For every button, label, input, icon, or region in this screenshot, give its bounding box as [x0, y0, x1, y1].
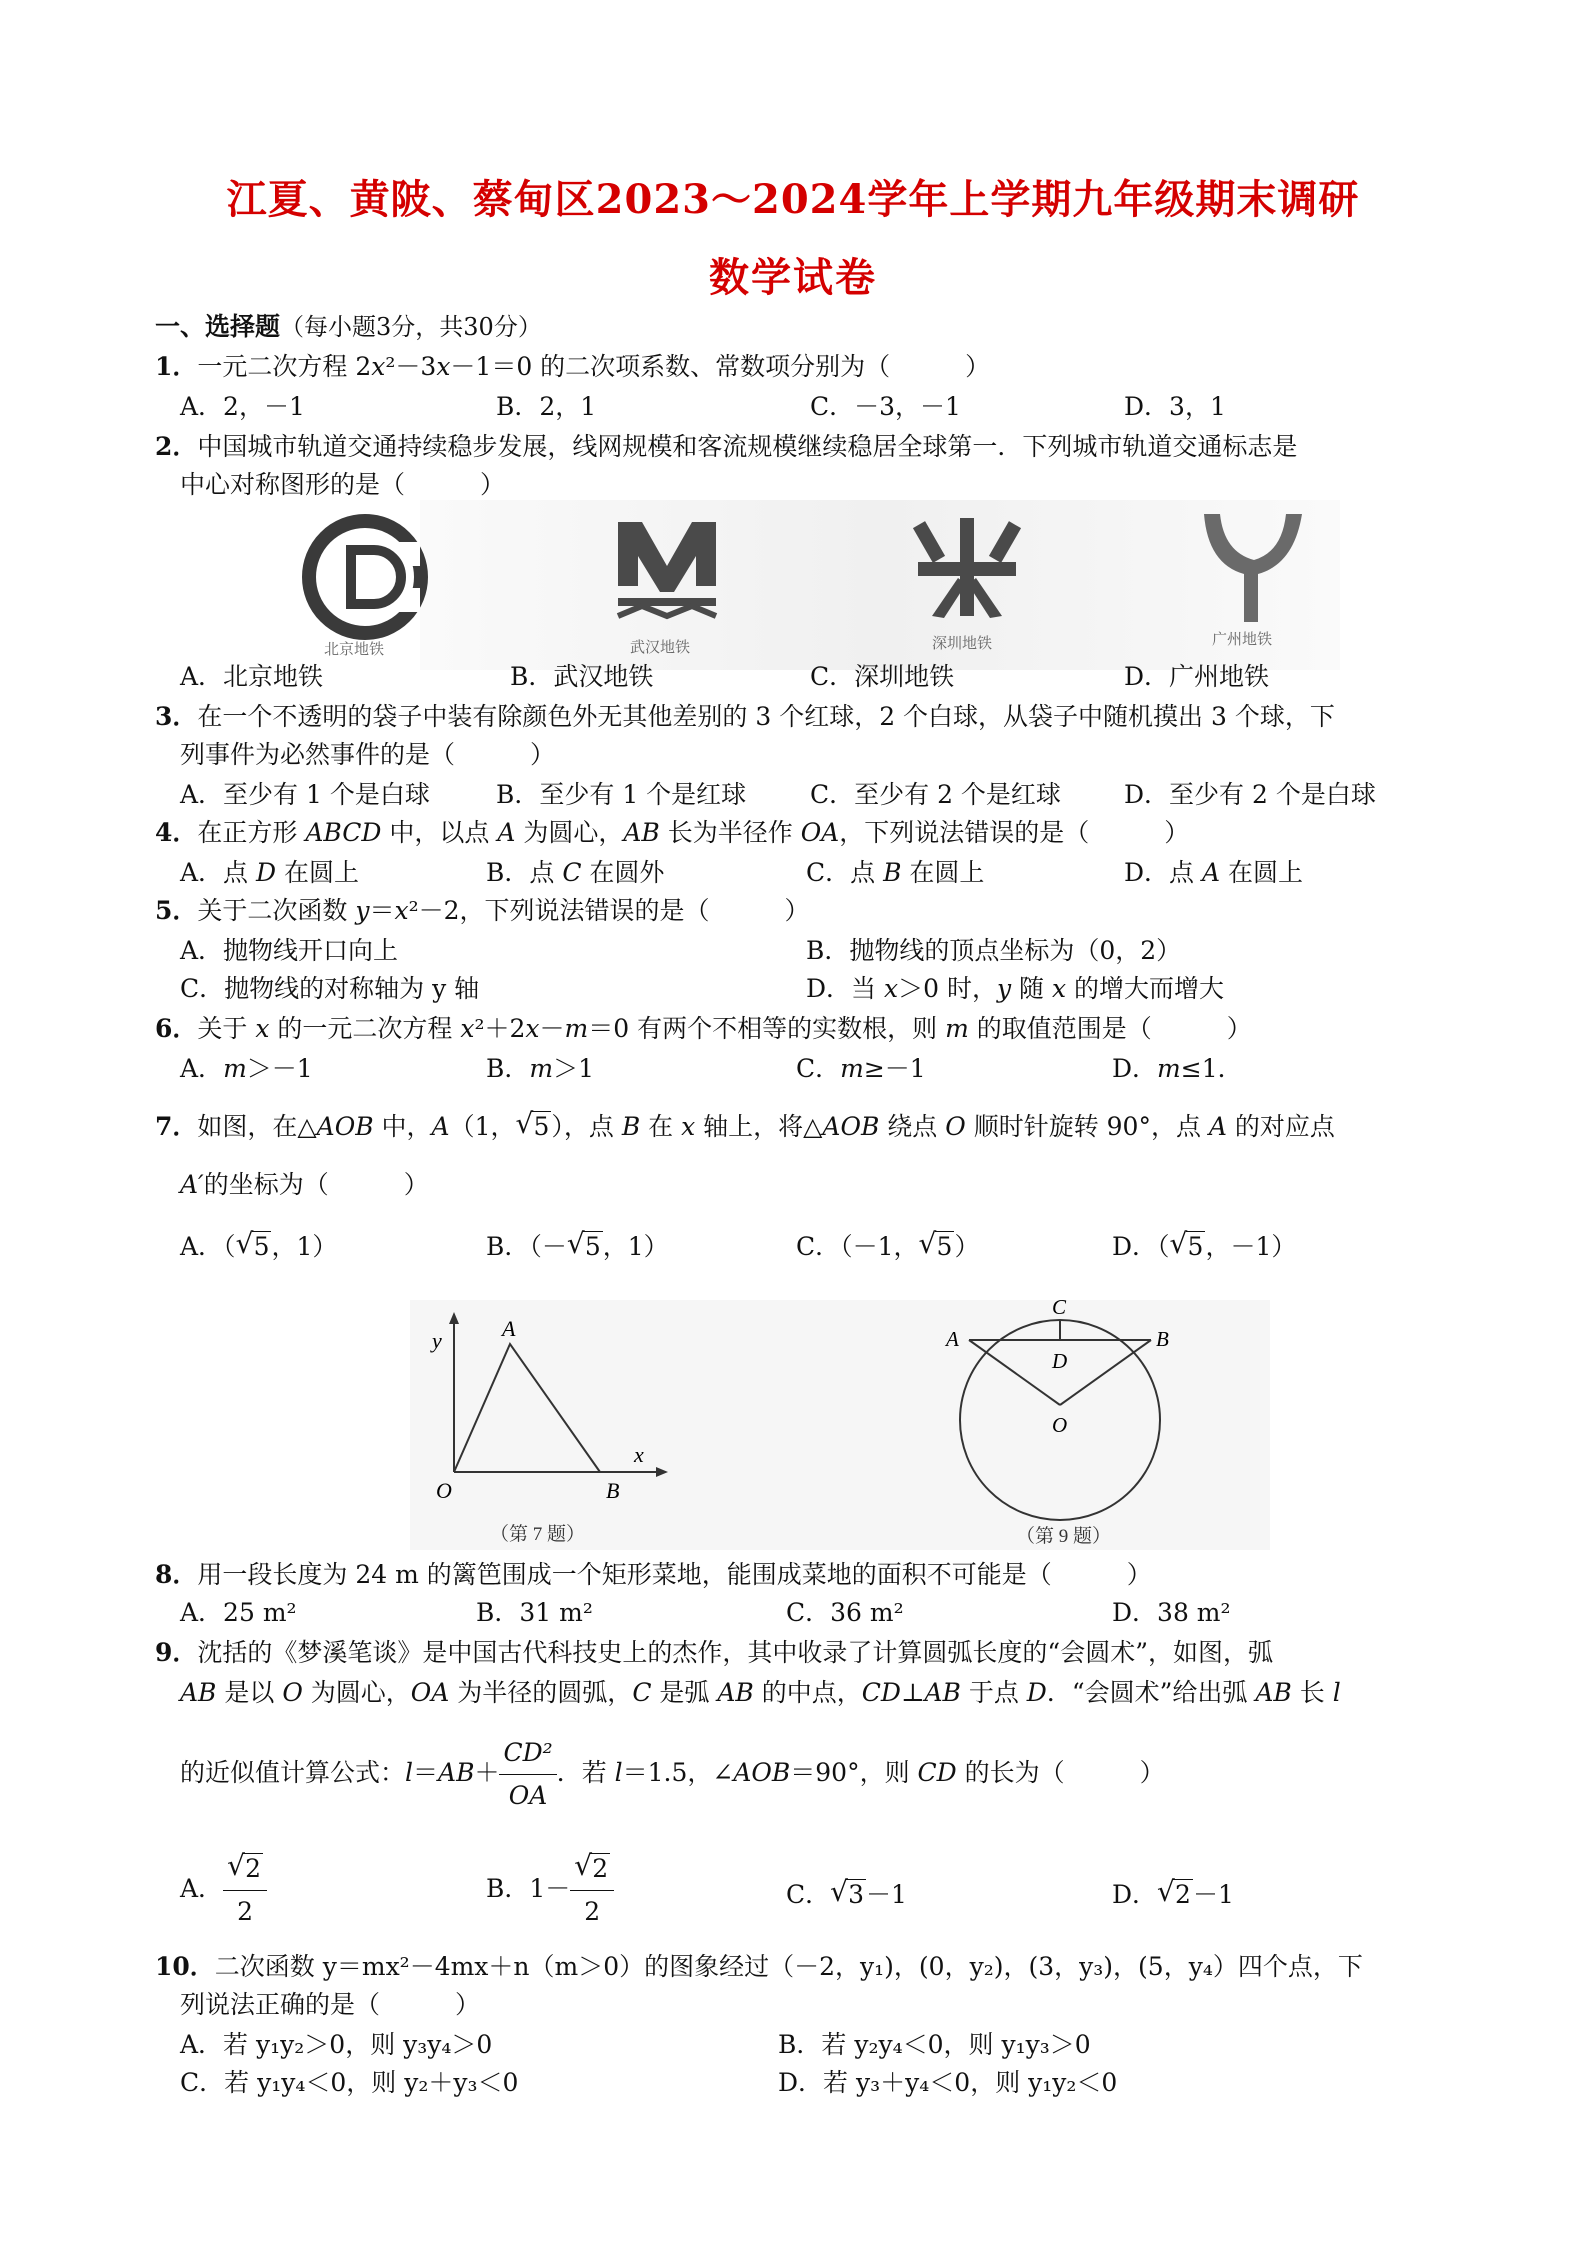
- q4-opt-var: B: [883, 858, 902, 887]
- section-note: （每小题3分，共30分）: [280, 313, 542, 341]
- q6-opt-label: C．: [796, 1054, 841, 1083]
- q6-opt-label: B．: [486, 1054, 530, 1083]
- q3-option-d: D．至少有 2 个是白球: [1124, 780, 1376, 809]
- fraction-denominator: OA: [508, 1781, 548, 1810]
- q6-opt-text: ≥－1: [863, 1054, 926, 1083]
- figure-9-diagram: [940, 1290, 1180, 1550]
- fraction-numerator: [570, 1850, 614, 1891]
- logo-caption: 深圳地铁: [932, 634, 993, 652]
- q6-opt-var: m: [223, 1054, 247, 1083]
- q7-opt-label: B．（－: [486, 1232, 567, 1261]
- option-fraction: [223, 1850, 267, 1931]
- sqrt-radicand: 5: [253, 1232, 270, 1261]
- question-2: [155, 430, 1297, 464]
- q7-opt-label: A．（: [180, 1232, 236, 1261]
- fig9-label: O: [1052, 1413, 1068, 1437]
- q5-text: ²－2，下列说法错误的是（ ）: [408, 896, 810, 925]
- q2-option-c: C．深圳地铁: [810, 662, 955, 691]
- q7-text: 轴上，将△: [695, 1112, 823, 1141]
- q4-option-b: [486, 856, 664, 890]
- sqrt-radicand: 3: [848, 1880, 865, 1909]
- q7-var: B: [621, 1112, 641, 1141]
- fraction-numerator: CD²: [499, 1734, 556, 1775]
- formula-fraction: [499, 1734, 556, 1815]
- q5-opt-text: 随: [1011, 974, 1052, 1003]
- q7-text: 绕点: [879, 1112, 946, 1141]
- q7-opt-text: ，1）: [602, 1232, 669, 1261]
- q9-text: 为半径的圆弧，: [449, 1678, 633, 1707]
- q7-text: 中，: [373, 1112, 432, 1141]
- question-1: [155, 350, 990, 384]
- fraction-numerator: [223, 1850, 267, 1891]
- q6-option-c: [796, 1052, 926, 1086]
- q7-var: x: [681, 1112, 696, 1141]
- q7-text: ），点: [551, 1112, 622, 1141]
- q7-option-d: [1112, 1230, 1296, 1264]
- q9-var: C: [632, 1678, 652, 1707]
- q9-text: ＝: [413, 1758, 439, 1787]
- sqrt-expr: [236, 1230, 272, 1264]
- q9-text: 于点: [960, 1678, 1027, 1707]
- sqrt-expr: [1170, 1230, 1206, 1264]
- q1-var: x: [436, 352, 451, 381]
- q7-text: 的对应点: [1226, 1112, 1335, 1141]
- q6-text: 的一元二次方程: [269, 1014, 461, 1043]
- q4-opt-text: C．点: [806, 858, 884, 887]
- q5-opt-text: 的增大而增大: [1066, 974, 1225, 1003]
- q4-text: 中，以点: [381, 818, 498, 847]
- q5-text: 关于二次函数: [197, 896, 356, 925]
- q7-text: 的坐标为（ ）: [203, 1170, 429, 1199]
- fraction-denominator: 2: [584, 1897, 601, 1926]
- q6-opt-label: D．: [1112, 1054, 1158, 1083]
- q9-text: ＋: [474, 1758, 500, 1787]
- q9-text: 的中点，: [753, 1678, 862, 1707]
- q4-text: 为圆心，: [515, 818, 624, 847]
- question-number: 10．: [155, 1952, 215, 1981]
- q9-var: AB: [1255, 1678, 1292, 1707]
- sqrt-expr: [919, 1230, 955, 1264]
- q9-opt-text: －1: [1192, 1880, 1234, 1909]
- option-fraction: [570, 1850, 614, 1931]
- q6-text: 关于: [197, 1014, 256, 1043]
- q6-opt-var: m: [1157, 1054, 1181, 1083]
- q9-var: AB: [924, 1678, 961, 1707]
- q7-var: O: [945, 1112, 966, 1141]
- q4-opt-var: C: [562, 858, 582, 887]
- fig7-label: B: [606, 1478, 620, 1503]
- q9-opt-text: －1: [866, 1880, 907, 1909]
- q9-text-line2: [180, 1676, 1341, 1710]
- q9-text: ⊥: [900, 1678, 925, 1707]
- q4-text: ，下列说法错误的是（ ）: [839, 818, 1190, 847]
- q5-opt-var: x: [884, 974, 899, 1003]
- q4-text: 长为半径作: [659, 818, 801, 847]
- question-number: 3．: [155, 702, 198, 731]
- q7-text: 在: [640, 1112, 682, 1141]
- q9-text: 的长为（ ）: [956, 1758, 1165, 1787]
- q4-opt-var: A: [1202, 858, 1221, 887]
- q7-var: A: [431, 1112, 450, 1141]
- q6-var: x: [460, 1014, 475, 1043]
- q9-text: ＝90°，则: [790, 1758, 918, 1787]
- q9-option-c: [786, 1878, 907, 1912]
- q4-var: AB: [623, 818, 660, 847]
- q6-option-d: [1112, 1052, 1243, 1086]
- q1-option-a: A．2，－1: [180, 392, 305, 421]
- q6-text: －: [539, 1014, 565, 1043]
- q9-var: O: [282, 1678, 303, 1707]
- fig7-label: O: [436, 1478, 452, 1503]
- question-3: [155, 700, 1335, 734]
- question-4: [155, 816, 1189, 850]
- question-5: [155, 894, 810, 928]
- question-number: 7．: [155, 1112, 198, 1141]
- q4-opt-var: D: [256, 858, 277, 887]
- q3-text-line2: 列事件为必然事件的是（ ）: [180, 740, 556, 769]
- q5-text: ＝: [369, 896, 395, 925]
- q2-option-d: D．广州地铁: [1124, 662, 1270, 691]
- q7-option-c: [796, 1230, 979, 1264]
- q9-var: OA: [410, 1678, 450, 1707]
- q6-option-b: [486, 1052, 594, 1086]
- q5-option-b: B．抛物线的顶点坐标为（0，2）: [806, 936, 1182, 965]
- question-number: 5．: [155, 896, 198, 925]
- q9-var: l: [405, 1758, 414, 1787]
- sqrt-radicand: 5: [533, 1112, 550, 1141]
- q8-option-c: C．36 m²: [786, 1598, 904, 1627]
- q8-option-b: B．31 m²: [476, 1598, 593, 1627]
- q6-var: m: [945, 1014, 969, 1043]
- q7-opt-text: ，－1）: [1205, 1232, 1297, 1261]
- question-7: [155, 1110, 1335, 1144]
- q9-option-b: [486, 1850, 614, 1931]
- q6-var: x: [255, 1014, 270, 1043]
- q6-var: m: [564, 1014, 589, 1043]
- logo-caption: 北京地铁: [324, 640, 385, 658]
- q2-option-a: A．北京地铁: [180, 662, 324, 691]
- q10-option-c: C．若 y₁y₄＜0，则 y₂＋y₃＜0: [180, 2068, 519, 2097]
- q10-option-b: B．若 y₂y₄＜0，则 y₁y₃＞0: [778, 2030, 1091, 2059]
- q5-opt-text: ＞0 时，: [898, 974, 997, 1003]
- q8-text: 用一段长度为 24 m 的篱笆围成一个矩形菜地，能围成菜地的面积不可能是（ ）: [197, 1560, 1152, 1589]
- q4-opt-text: 在圆上: [1220, 858, 1304, 887]
- wuhan-subway-logo: [612, 516, 722, 626]
- sqrt-radicand: 5: [1187, 1232, 1204, 1261]
- question-6: [155, 1012, 1252, 1046]
- page-title: 江夏、黄陂、蔡甸区2023～2024学年上学期九年级期末调研: [226, 176, 1360, 223]
- q3-option-b: B．至少有 1 个是红球: [496, 780, 747, 809]
- q1-var: x: [371, 352, 386, 381]
- q9-var: AB: [717, 1678, 754, 1707]
- q9-var: AOB: [733, 1758, 791, 1787]
- fig7-label: y: [432, 1328, 442, 1353]
- question-number: 9．: [155, 1638, 198, 1667]
- q6-option-a: [180, 1052, 313, 1086]
- sqrt-radicand: 2: [592, 1854, 609, 1883]
- q9-option-a: [180, 1850, 267, 1931]
- q6-text: ²＋2: [474, 1014, 526, 1043]
- q4-opt-text: 在圆外: [581, 858, 665, 887]
- sqrt-expr: [830, 1878, 866, 1912]
- q9-opt-label: A．: [180, 1874, 224, 1903]
- fig9-label: D: [1052, 1349, 1068, 1373]
- question-10: [155, 1950, 1363, 1984]
- q4-option-a: [180, 856, 359, 890]
- sqrt-expr: [567, 1230, 603, 1264]
- q7-text: 如图，在△: [197, 1112, 317, 1141]
- sqrt-radicand: 5: [936, 1232, 953, 1261]
- q4-text: 在正方形: [197, 818, 306, 847]
- q1-text: －1＝0 的二次项系数、常数项分别为（ ）: [450, 352, 991, 381]
- q9-var: CD: [917, 1758, 957, 1787]
- question-number: 6．: [155, 1014, 198, 1043]
- q5-option-a: A．抛物线开口向上: [180, 936, 399, 965]
- fig7-label: x: [634, 1442, 644, 1467]
- q9-text: 为圆心，: [302, 1678, 411, 1707]
- q6-opt-text: ≤1．: [1180, 1054, 1243, 1083]
- question-number: 4．: [155, 818, 198, 847]
- q8-option-d: D．38 m²: [1112, 1598, 1231, 1627]
- q9-opt-label: D．: [1112, 1880, 1158, 1909]
- q5-opt-var: y: [996, 974, 1012, 1003]
- fraction-denominator: 2: [237, 1897, 253, 1926]
- q6-var: x: [525, 1014, 540, 1043]
- q7-var: A: [1208, 1112, 1227, 1141]
- q9-opt-label: B．1－: [486, 1874, 571, 1903]
- q9-text: ．“会圆术”给出弧: [1046, 1678, 1256, 1707]
- q4-option-d: [1124, 856, 1303, 890]
- q4-opt-text: D．点: [1124, 858, 1202, 887]
- section-heading: [155, 310, 542, 344]
- sqrt-radicand: 2: [245, 1854, 261, 1883]
- q9-text: ．若: [556, 1758, 615, 1787]
- fig9-caption: （第 9 题）: [1016, 1526, 1112, 1547]
- q9-text-line3: [180, 1734, 1165, 1815]
- q1-option-c: C．－3，－1: [810, 392, 961, 421]
- sqrt-radicand: 2: [1175, 1880, 1191, 1909]
- q7-var: A′: [180, 1170, 204, 1199]
- q6-text: 的取值范围是（ ）: [968, 1014, 1252, 1043]
- q8-option-a: A．25 m²: [180, 1598, 297, 1627]
- q9-text: ＝1.5，∠: [622, 1758, 734, 1787]
- q9-var: AB: [438, 1758, 475, 1787]
- q9-var: D: [1026, 1678, 1047, 1707]
- q7-text: （1，: [449, 1112, 516, 1141]
- page-subtitle: 数学试卷: [709, 254, 877, 301]
- q9-text: 沈括的《梦溪笔谈》是中国古代科技史上的杰作，其中收录了计算圆弧长度的“会圆术”，如图，弧: [197, 1638, 1273, 1667]
- guangzhou-subway-logo: [1198, 508, 1308, 628]
- question-9: [155, 1636, 1273, 1670]
- q7-var: AOB: [316, 1112, 374, 1141]
- q9-opt-label: C．: [786, 1880, 831, 1909]
- sqrt-expr: [515, 1110, 551, 1144]
- q3-option-c: C．至少有 2 个是红球: [810, 780, 1061, 809]
- q9-var: l: [1332, 1678, 1341, 1707]
- q2-text-line2: 中心对称图形的是（ ）: [180, 470, 506, 499]
- q7-text-line2: [180, 1168, 429, 1202]
- q7-opt-label: C．（－1，: [796, 1232, 919, 1261]
- q7-option-a: [180, 1230, 337, 1264]
- logo-caption: 广州地铁: [1212, 630, 1273, 648]
- sqrt-expr: [1157, 1878, 1193, 1912]
- q4-option-c: [806, 856, 984, 890]
- q1-option-b: B．2，1: [496, 392, 597, 421]
- q5-opt-var: x: [1052, 974, 1067, 1003]
- q7-opt-text: ）: [954, 1232, 980, 1261]
- question-number: 8．: [155, 1560, 198, 1589]
- q7-text: 顺时针旋转 90°，点: [965, 1112, 1209, 1141]
- q1-text: ²－3: [385, 352, 437, 381]
- q4-var: ABCD: [305, 818, 382, 847]
- fig9-label: A: [946, 1327, 959, 1351]
- question-number: 1．: [155, 352, 198, 381]
- sqrt-expr: [574, 1850, 610, 1888]
- q5-option-d: [806, 972, 1224, 1006]
- q7-option-b: [486, 1230, 669, 1264]
- q4-var: A: [497, 818, 516, 847]
- q4-opt-text: 在圆上: [276, 858, 360, 887]
- q9-option-d: [1112, 1878, 1234, 1912]
- logo-caption: 武汉地铁: [630, 638, 691, 656]
- q10-option-a: A．若 y₁y₂＞0，则 y₃y₄＞0: [180, 2030, 493, 2059]
- q5-option-c: C．抛物线的对称轴为 y 轴: [180, 974, 480, 1003]
- q9-var: CD: [861, 1678, 901, 1707]
- q4-opt-text: B．点: [486, 858, 563, 887]
- question-8: [155, 1558, 1152, 1592]
- figure-7-diagram: [410, 1300, 700, 1550]
- q10-text-line2: 列说法正确的是（ ）: [180, 1990, 481, 2019]
- q4-opt-text: A．点: [180, 858, 257, 887]
- fig9-label: C: [1052, 1295, 1067, 1319]
- q6-opt-var: m: [840, 1054, 864, 1083]
- q10-option-d: D．若 y₃＋y₄＜0，则 y₁y₂＜0: [778, 2068, 1118, 2097]
- q6-text: ＝0 有两个不相等的实数根，则: [588, 1014, 946, 1043]
- q6-opt-label: A．: [180, 1054, 224, 1083]
- shenzhen-subway-logo: [912, 512, 1022, 622]
- section-title: 一、选择题: [155, 312, 281, 341]
- q6-opt-text: ＞1: [553, 1054, 594, 1083]
- q1-text: 一元二次方程 2: [197, 352, 372, 381]
- q7-var: AOB: [822, 1112, 880, 1141]
- fig9-label: B: [1156, 1327, 1169, 1351]
- q7-opt-text: ，1）: [271, 1232, 338, 1261]
- q9-text: 是以: [216, 1678, 283, 1707]
- q2-option-b: B．武汉地铁: [510, 662, 654, 691]
- q1-option-d: D．3，1: [1124, 392, 1226, 421]
- q4-opt-text: 在圆上: [901, 858, 985, 887]
- q10-text: 二次函数 y＝mx²－4mx＋n（m＞0）的图象经过（－2，y₁)，(0，y₂)，(3，y₃)，(5，y₄）四个点，下: [214, 1952, 1363, 1981]
- q9-text: 是弧: [651, 1678, 718, 1707]
- q9-var: AB: [180, 1678, 217, 1707]
- sqrt-expr: [227, 1850, 263, 1888]
- sqrt-radicand: 5: [584, 1232, 601, 1261]
- q2-text: 中国城市轨道交通持续稳步发展，线网规模和客流规模继续稳居全球第一．下列城市轨道交通标志是: [197, 432, 1298, 461]
- q6-opt-var: m: [529, 1054, 554, 1083]
- q6-opt-text: ＞－1: [246, 1054, 313, 1083]
- q3-text: 在一个不透明的袋子中装有除颜色外无其他差别的 3 个红球，2 个白球，从袋子中随机摸出 3 个球，下: [197, 702, 1335, 731]
- q9-text: 的近似值计算公式：: [180, 1758, 406, 1787]
- beijing-subway-logo: [300, 512, 430, 642]
- q5-var: y: [355, 896, 370, 925]
- q5-opt-text: D．当: [806, 974, 884, 1003]
- q4-var: OA: [800, 818, 840, 847]
- q5-var: x: [394, 896, 409, 925]
- q3-option-a: A．至少有 1 个是白球: [180, 780, 430, 809]
- q9-var: l: [614, 1758, 623, 1787]
- question-number: 2．: [155, 432, 198, 461]
- fig7-label: A: [502, 1316, 516, 1341]
- q9-text: 长: [1291, 1678, 1333, 1707]
- fig7-caption: （第 7 题）: [490, 1524, 586, 1545]
- q7-opt-label: D．（: [1112, 1232, 1170, 1261]
